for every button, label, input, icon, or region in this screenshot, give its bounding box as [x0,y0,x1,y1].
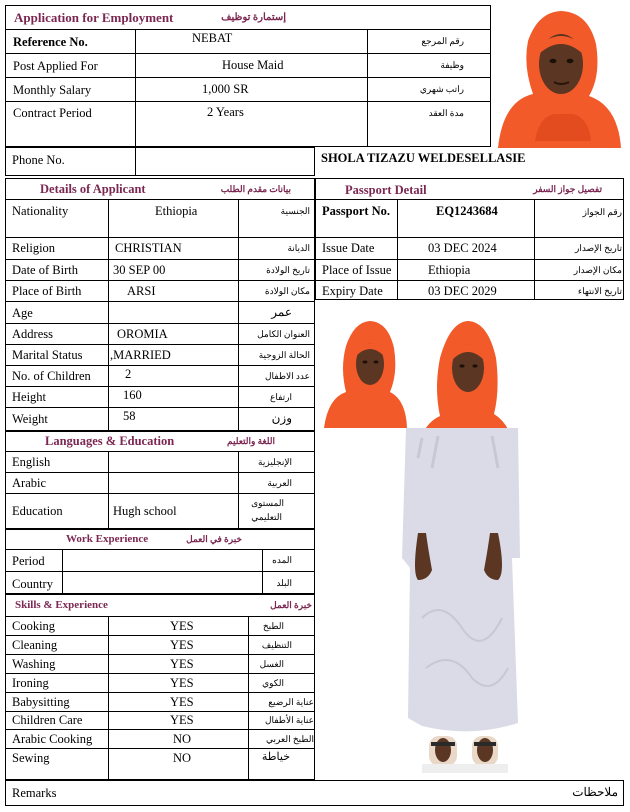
skill-arabic-cooking-label: Arabic Cooking [12,732,93,746]
skills-section-title-arabic: خبرة العمل [270,600,312,610]
expiry-date-value: 03 DEC 2029 [428,284,497,298]
reference-label: Reference No. [13,35,88,49]
height-label-arabic: ارتفاع [269,392,292,402]
applicant-full-photo [322,318,520,773]
applicant-headshot [493,6,623,148]
address-label-arabic: العنوان الكامل [257,329,310,339]
place-of-issue-label: Place of Issue [322,263,392,277]
header-table [5,5,491,147]
remarks-label-arabic: ملاحظات [572,785,618,799]
period-label: Period [12,554,45,568]
work-section-title: Work Experience [66,533,149,545]
passport-no-label: Passport No. [322,204,391,218]
skill-sewing-label: Sewing [12,751,50,765]
address-label: Address [12,327,53,341]
marital-label: Marital Status [12,348,83,362]
nationality-label: Nationality [12,204,69,218]
children-label-arabic: عدد الاطفال [265,371,310,381]
marital-value: ,MARRIED [110,348,171,362]
weight-label: Weight [12,412,48,426]
age-label: Age [12,306,33,320]
education-label-arabic: المستوى [251,498,284,508]
phone-label: Phone No. [12,153,65,167]
work-section-title-arabic: خبرة في العمل [186,534,242,544]
period-label-arabic: المده [272,555,292,565]
skill-childcare-value: YES [170,713,194,727]
contract-label-arabic: مدة العقد [428,108,464,118]
children-label: No. of Children [12,369,91,383]
issue-date-label-arabic: تاريخ الإصدار [574,243,622,253]
arabic-label-arabic: العربية [267,478,292,488]
skill-babysitting-label-arabic: عناية الرضيع [268,697,314,707]
pob-label: Place of Birth [12,284,82,298]
skill-cleaning-label-arabic: التنظيف [261,640,292,650]
skill-washing-label-arabic: الغسل [259,659,284,669]
skill-arabic-cooking-label-arabic: الطبخ العربي [266,734,314,744]
skill-childcare-label-arabic: عناية الأطفال [264,715,314,725]
children-value: 2 [125,367,132,381]
expiry-date-label: Expiry Date [322,284,383,298]
applicant-section-title-arabic: بيانات مقدم الطلب [220,184,291,194]
education-value: Hugh school [113,504,177,518]
place-of-issue-label-arabic: مكان الإصدار [573,265,622,275]
applicant-full-name: SHOLA TIZAZU WELDESELLASIE [321,151,526,165]
applicant-section-title: Details of Applicant [40,182,146,196]
place-of-issue-value: Ethiopia [428,263,471,277]
post-value: House Maid [222,58,284,72]
country-label: Country [12,577,53,591]
skill-cooking-label-arabic: الطبخ [262,621,284,631]
weight-value: 58 [123,409,136,423]
skill-childcare-label: Children Care [12,713,83,727]
skill-cooking-label: Cooking [12,619,56,633]
skill-cleaning-value: YES [170,638,194,652]
skill-babysitting-value: YES [170,695,194,709]
skills-section-title: Skills & Experience [15,599,108,611]
skill-cleaning-label: Cleaning [12,638,58,652]
skill-babysitting-label: Babysitting [12,695,70,709]
issue-date-value: 03 DEC 2024 [428,241,497,255]
arabic-label: Arabic [12,476,47,490]
height-label: Height [12,390,47,404]
expiry-date-label-arabic: تاريخ الانتهاء [577,286,622,296]
passport-section-title: Passport Detail [345,183,427,197]
reference-value: NEBAT [192,31,233,45]
address-value: OROMIA [117,327,168,341]
skill-washing-value: YES [170,657,194,671]
skill-cooking-value: YES [170,619,194,633]
weight-label-arabic: وزن [271,411,292,425]
religion-label: Religion [12,241,56,255]
height-value: 160 [123,388,142,402]
languages-section-title-arabic: اللغة والتعليم [227,436,275,446]
education-label: Education [12,504,63,518]
passport-section-title-arabic: تفصيل جواز السفر [533,184,602,194]
education-label-arabic-2: التعليمي [251,512,282,522]
english-label: English [12,455,51,469]
skill-arabic-cooking-value: NO [173,732,192,746]
dob-label: Date of Birth [12,263,78,277]
religion-value: CHRISTIAN [115,241,182,255]
nationality-value: Ethiopia [155,204,198,218]
nationality-label-arabic: الجنسية [280,206,310,216]
contract-value: 2 Years [207,105,244,119]
contract-label: Contract Period [13,106,92,120]
skill-ironing-label-arabic: الكوي [262,678,284,688]
remarks-label: Remarks [12,786,57,800]
passport-no-label-arabic: رقم الجواز [582,207,622,217]
post-label-arabic: وظيفة [440,60,464,70]
skill-sewing-label-arabic: خياطة [261,751,290,763]
english-label-arabic: الإنجليزية [258,457,292,467]
skill-sewing-value: NO [173,751,192,765]
skill-ironing-label: Ironing [12,676,49,690]
passport-no-value: EQ1243684 [436,204,498,218]
country-label-arabic: البلد [276,578,292,588]
remarks-row [5,780,624,806]
reference-label-arabic: رقم المرجع [421,36,464,46]
salary-value: 1,000 SR [202,82,249,96]
religion-label-arabic: الديانة [287,243,310,253]
post-label: Post Applied For [13,59,98,73]
salary-label: Monthly Salary [13,83,92,97]
skill-washing-label: Washing [12,657,56,671]
issue-date-label: Issue Date [322,241,375,255]
age-label-arabic: عمر [271,305,292,319]
languages-section-title: Languages & Education [45,434,175,448]
form-title-arabic: إستمارة توظيف [221,12,286,23]
marital-label-arabic: الحالة الزوجية [258,350,310,360]
pob-value: ARSI [127,284,156,298]
dob-value: 30 SEP 00 [113,263,166,277]
pob-label-arabic: مكان الولادة [264,286,310,296]
dob-label-arabic: تاريخ الولادة [266,265,310,275]
form-title: Application for Employment [14,10,174,25]
skill-ironing-value: YES [170,676,194,690]
salary-label-arabic: راتب شهري [419,84,464,94]
